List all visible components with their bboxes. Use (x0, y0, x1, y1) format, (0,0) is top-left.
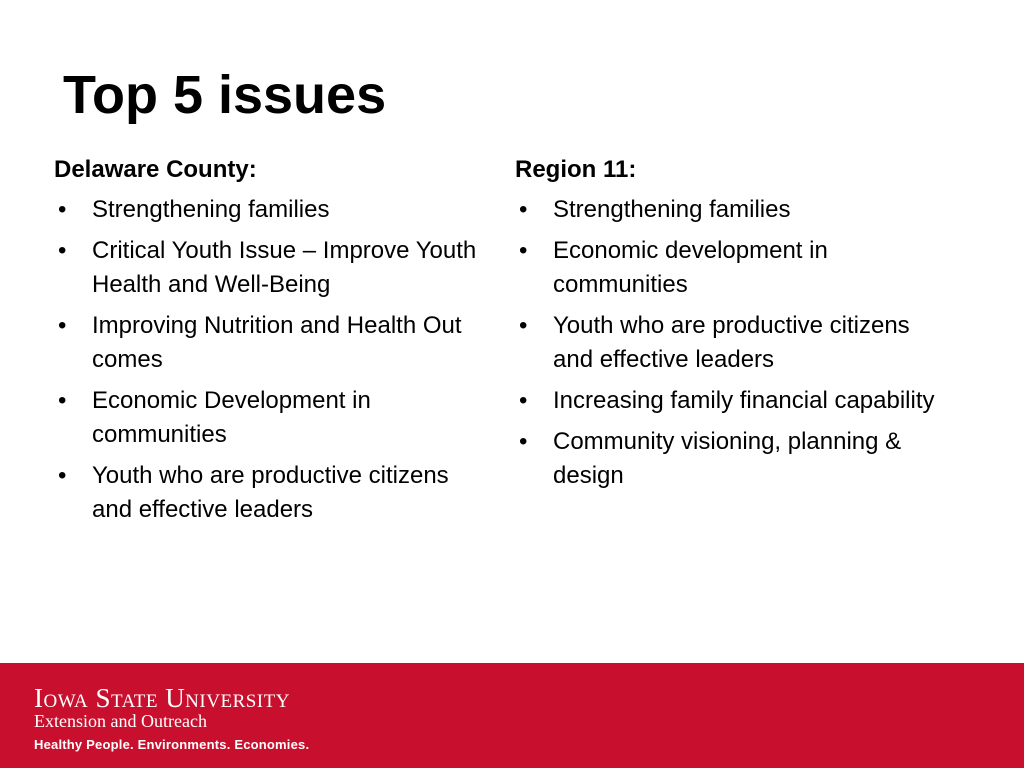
list-item-text: Strengthening families (553, 196, 791, 223)
column-heading: Region 11: (515, 156, 637, 183)
bullet-icon: • (519, 387, 528, 414)
list-item-text: Strengthening families (92, 196, 330, 223)
bullet-icon: • (58, 196, 67, 223)
list-item (54, 384, 494, 452)
list-item (54, 309, 494, 377)
list-item (515, 309, 955, 377)
footer-banner (0, 663, 1024, 768)
bullet-list (515, 193, 955, 493)
list-item-text: Economic development in communities (553, 237, 828, 298)
list-item (515, 193, 955, 227)
list-item (515, 234, 955, 302)
list-item-text: Critical Youth Issue – Improve Youth Health and Well-Being (92, 237, 477, 298)
university-wordmark: Iowa State University (34, 683, 290, 713)
bullet-icon: • (58, 387, 67, 414)
list-item (54, 234, 494, 302)
bullet-icon: • (519, 428, 528, 455)
list-item-text: Youth who are productive citizens and effective leaders (92, 462, 449, 523)
bullet-icon: • (519, 237, 528, 264)
column-heading: Delaware County: (54, 156, 257, 183)
bullet-icon: • (58, 462, 67, 489)
bullet-icon: • (519, 312, 528, 339)
delaware-county-column (54, 153, 494, 534)
bullet-icon: • (58, 237, 67, 264)
list-item (515, 384, 955, 418)
extension-unit-name: Extension and Outreach (34, 711, 207, 731)
bullet-list (54, 193, 494, 527)
bullet-icon: • (58, 312, 67, 339)
list-item-text: Increasing family financial capability (553, 387, 935, 414)
bullet-icon: • (519, 196, 528, 223)
list-item-text: Economic Development in communities (92, 387, 371, 448)
list-item (515, 425, 955, 493)
footer-tagline: Healthy People. Environments. Economies. (34, 737, 310, 752)
list-item-text: Community visioning, planning & design (553, 428, 902, 489)
list-item (54, 459, 494, 527)
list-item-text: Youth who are productive citizens and effective leaders (553, 312, 910, 373)
list-item-text: Improving Nutrition and Health Out comes (92, 312, 462, 373)
list-item (54, 193, 494, 227)
slide-title: Top 5 issues (63, 65, 387, 125)
region-11-column (515, 153, 955, 500)
